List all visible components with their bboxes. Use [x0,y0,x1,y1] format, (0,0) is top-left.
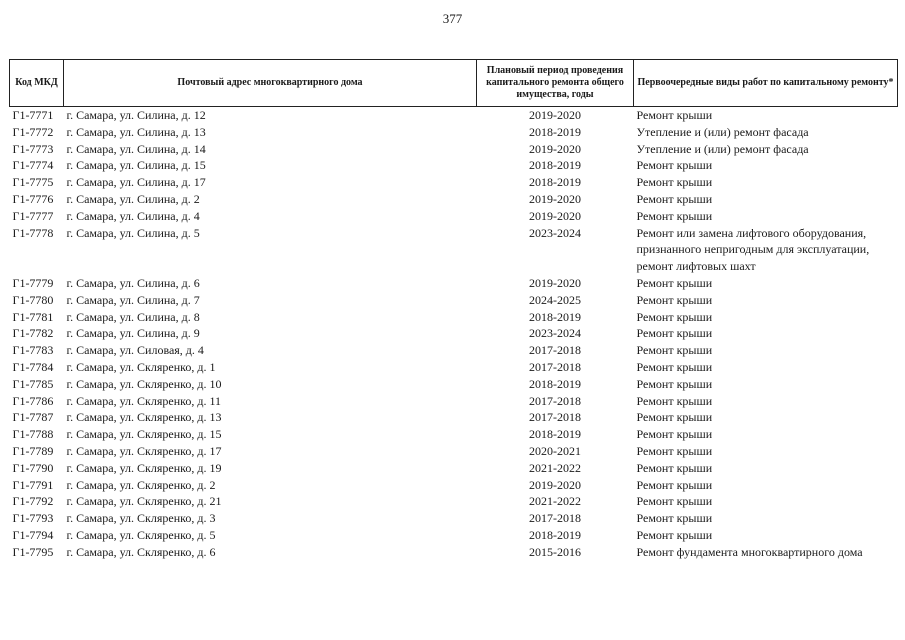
cell-works: Ремонт крыши [636,393,713,408]
table-row [10,292,898,309]
cell-code: Г1-7775 [12,175,54,190]
table-body [10,107,898,561]
cell-address: г. Самара, ул. Скляренко, д. 11 [66,393,221,408]
cell-period: 2019-2020 [529,191,581,206]
cell-works: Утепление и (или) ремонт фасада [636,141,809,156]
table-row [10,376,898,393]
table-row [10,275,898,292]
cell-address: г. Самара, ул. Скляренко, д. 10 [66,376,222,391]
table-row [10,107,898,124]
cell-address: г. Самара, ул. Скляренко, д. 3 [66,511,216,526]
cell-period: 2015-2016 [529,544,581,559]
cell-address: г. Самара, ул. Силина, д. 4 [66,208,200,223]
cell-address: г. Самара, ул. Скляренко, д. 6 [66,544,216,559]
header-period: Плановый период проведения капитального ремонта общего имущества, годы [477,60,634,107]
cell-period: 2018-2019 [529,527,581,542]
cell-address: г. Самара, ул. Скляренко, д. 2 [66,477,216,492]
cell-period: 2017-2018 [529,359,581,374]
cell-address: г. Самара, ул. Скляренко, д. 1 [66,359,216,374]
cell-address: г. Самара, ул. Силина, д. 14 [66,141,206,156]
cell-code: Г1-7789 [12,443,54,458]
cell-period: 2018-2019 [529,376,581,391]
cell-code: Г1-7788 [12,427,54,442]
cell-code: Г1-7795 [12,544,54,559]
header-row [10,60,898,107]
table-row [10,460,898,477]
cell-works: Ремонт крыши [636,527,713,542]
cell-period: 2017-2018 [529,511,581,526]
cell-works: Ремонт фундамента многоквартирного дома [636,544,863,559]
cell-works: Ремонт крыши [636,292,713,307]
cell-code: Г1-7777 [12,208,54,223]
table-row [10,342,898,359]
cell-works: Ремонт крыши [636,477,713,492]
header-code: Код МКД [10,60,64,107]
cell-address: г. Самара, ул. Силина, д. 12 [66,108,206,122]
cell-code: Г1-7786 [12,393,54,408]
cell-works: Ремонт крыши [636,275,713,290]
cell-period: 2021-2022 [529,460,581,475]
table-row [10,426,898,443]
cell-address: г. Самара, ул. Силина, д. 13 [66,124,206,139]
header-works: Первоочередные виды работ по капитальному ремонту* [634,60,898,107]
cell-address: г. Самара, ул. Силина, д. 5 [66,225,200,240]
cell-code: Г1-7774 [12,158,54,173]
cell-works: Ремонт крыши [636,158,713,173]
cell-works: Ремонт крыши [636,309,713,324]
cell-works: Ремонт крыши [636,326,713,341]
cell-works: Ремонт крыши [636,427,713,442]
cell-address: г. Самара, ул. Силина, д. 8 [66,309,200,324]
table-row [10,493,898,510]
cell-code: Г1-7785 [12,376,54,391]
cell-works: Ремонт крыши [636,175,713,190]
cell-works: Ремонт крыши [636,208,713,223]
cell-works: Ремонт крыши [636,410,713,425]
table-row [10,157,898,174]
table-row [10,393,898,410]
cell-period: 2019-2020 [529,141,581,156]
table-row [10,174,898,191]
table-row [10,225,898,275]
cell-address: г. Самара, ул. Силина, д. 6 [66,275,200,290]
cell-address: г. Самара, ул. Силина, д. 15 [66,158,206,173]
cell-code: Г1-7782 [12,326,54,341]
cell-address: г. Самара, ул. Скляренко, д. 13 [66,410,222,425]
table-row [10,309,898,326]
table-row [10,527,898,544]
cell-address: г. Самара, ул. Силина, д. 2 [66,191,200,206]
cell-address: г. Самара, ул. Скляренко, д. 19 [66,460,222,475]
cell-period: 2018-2019 [529,427,581,442]
cell-code: Г1-7794 [12,527,54,542]
cell-code: Г1-7780 [12,292,54,307]
cell-works: Ремонт крыши [636,511,713,526]
cell-address: г. Самара, ул. Силина, д. 7 [66,292,200,307]
cell-period: 2019-2020 [529,208,581,223]
table-row [10,477,898,494]
cell-address: г. Самара, ул. Силина, д. 17 [66,175,206,190]
cell-address: г. Самара, ул. Силовая, д. 4 [66,343,204,358]
cell-period: 2024-2025 [529,292,581,307]
cell-code: Г1-7783 [12,343,54,358]
cell-code: Г1-7784 [12,359,54,374]
cell-period: 2021-2022 [529,494,581,509]
cell-period: 2020-2021 [529,443,581,458]
table-row [10,124,898,141]
table-row [10,141,898,158]
cell-code: Г1-7793 [12,511,54,526]
cell-address: г. Самара, ул. Скляренко, д. 17 [66,443,222,458]
cell-works: Ремонт крыши [636,443,713,458]
cell-code: Г1-7790 [12,460,54,475]
cell-works: Ремонт крыши [636,359,713,374]
page-number: 377 [442,11,463,26]
table-row [10,510,898,527]
cell-address: г. Самара, ул. Скляренко, д. 5 [66,527,216,542]
cell-code: Г1-7792 [12,494,54,509]
header-address: Почтовый адрес многоквартирного дома [64,60,477,107]
cell-period: 2018-2019 [529,124,581,139]
cell-code: Г1-7772 [12,124,54,139]
cell-works: Ремонт крыши [636,376,713,391]
table-row [10,443,898,460]
cell-period: 2017-2018 [529,343,581,358]
table-row [10,191,898,208]
cell-period: 2023-2024 [529,225,581,240]
cell-period: 2023-2024 [529,326,581,341]
cell-code: Г1-7779 [12,275,54,290]
cell-period: 2018-2019 [529,309,581,324]
cell-works: Ремонт или замена лифтового оборудования, признанного непригодным для эксплуатации, ремонт лифтовых шахт [636,225,870,274]
table-row [10,359,898,376]
cell-period: 2017-2018 [529,410,581,425]
cell-code: Г1-7778 [12,225,54,240]
table-row [10,544,898,561]
cell-works: Ремонт крыши [636,460,713,475]
cell-works: Ремонт крыши [636,343,713,358]
cell-works: Ремонт крыши [636,191,713,206]
capital-repair-table [9,59,898,561]
cell-code: Г1-7776 [12,191,54,206]
cell-works: Ремонт крыши [636,108,713,122]
table-row [10,409,898,426]
cell-code: Г1-7781 [12,309,54,324]
cell-period: 2019-2020 [529,108,581,122]
cell-address: г. Самара, ул. Силина, д. 9 [66,326,200,341]
cell-works: Утепление и (или) ремонт фасада [636,124,809,139]
table-row [10,325,898,342]
cell-period: 2019-2020 [529,477,581,492]
cell-address: г. Самара, ул. Скляренко, д. 21 [66,494,222,509]
cell-code: Г1-7791 [12,477,54,492]
cell-code: Г1-7787 [12,410,54,425]
table-row [10,208,898,225]
cell-code: Г1-7773 [12,141,54,156]
cell-period: 2017-2018 [529,393,581,408]
cell-works: Ремонт крыши [636,494,713,509]
cell-period: 2018-2019 [529,158,581,173]
cell-address: г. Самара, ул. Скляренко, д. 15 [66,427,222,442]
cell-code: Г1-7771 [12,108,54,122]
cell-period: 2019-2020 [529,275,581,290]
cell-period: 2018-2019 [529,175,581,190]
table-header [10,60,898,107]
